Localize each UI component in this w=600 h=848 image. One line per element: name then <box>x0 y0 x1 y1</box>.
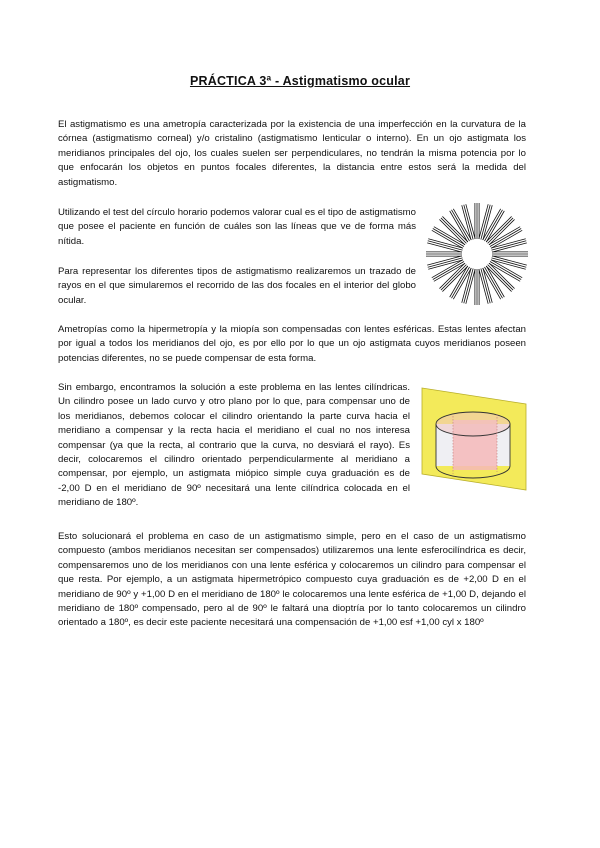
clock-test-paragraph: Utilizando el test del círculo horario podemos valorar cual es el tipo de astigmatismo que posee el paciente en función de cuáles son las líneas que ve de forma más nítida. <box>58 207 416 247</box>
cylinder-top-ellipse <box>436 412 510 436</box>
clock-dial-line <box>492 243 527 252</box>
cylindrical-lens-figure <box>420 386 530 492</box>
clock-dial-line <box>488 218 513 243</box>
clock-dial-line <box>427 256 462 265</box>
clock-dial-line <box>479 204 488 239</box>
cylindrical-lenses-paragraph: Sin embargo, encontramos la solución a este problema en las lentes cilíndricas. Un cilindro posee un lado curvo y otro plano por lo que, para compensar uno de los meridianos, debemos colocar el cilindro orientando la parte curva hacia el meridiano a compensar y la recta hacia el meridiano el cual no nos interesa compensar (ya que la recta, al contrario que la curva, no desviará el rayo). Es decir, colocaremos el cilindro orientado perpendicularmente al meridiano a compensar, por ejemplo, un astigmata miópico simple cuya graduación es de -2,00 D en el meridiano de 90º necesitará una lente cilíndrica colocada en el meridiano de 180º. <box>58 382 410 509</box>
page-title: PRÁCTICA 3ª - Astigmatismo ocular <box>189 74 411 88</box>
clock-dial-line <box>479 269 488 304</box>
clock-dial-line <box>441 218 466 243</box>
intro-paragraph: El astigmatismo es una ametropía caracterizada por la existencia de una imperfección en la curvatura de la córnea (astigmatismo corneal) y/o cristalino (astigmatismo lenticular o interno). En un ojo astigmata los meridianos principales del ojo, los cuales suelen ser perpendiculares, no tendrán la misma potencia por lo que enfocarán los objetos en puntos focales diferentes, la distancia entre estos será la medida del astigmatismo. <box>58 119 526 188</box>
clock-dial-line <box>488 265 513 290</box>
clock-dial-line <box>492 256 527 265</box>
spherical-lenses-paragraph: Ametropías como la hipermetropía y la miopía son compensadas con lentes esféricas. Estas lentes afectan por igual a todos los meridianos del ojo, es por ello por lo que un ojo astigmata cuyos meridianos poseen potencias diferentes, no se puede compensar de esta forma. <box>58 324 526 364</box>
ray-tracing-paragraph: Para representar los diferentes tipos de astigmatismo realizaremos un trazado de rayos en el que simularemos el recorrido de las dos focales en el interior del globo ocular. <box>58 266 416 306</box>
clock-dial-line <box>466 204 475 239</box>
clock-dial-line <box>427 243 462 252</box>
astigmatism-clock-dial-figure <box>424 201 530 307</box>
clock-dial-line <box>441 265 466 290</box>
compound-astigmatism-paragraph: Esto solucionará el problema en caso de un astigmatismo simple, pero en el caso de un astigmatismo compuesto (ambos meridianos necesitan ser compensados) utilizaremos una lente esferocilíndrica es decir, compensaremos uno de los meridianos con una lente esférica y colocaremos un cilindro para compensar el que resta. Por ejemplo, a un astigmata hipermetrópico compuesto cuya graduación es de +2,00 D en el meridiano de 90º y +1,00 D en el meridiano de 180º le colocaremos una lente esférica de +1,00 D, dejando el meridiano de 180º compensado, pero al de 90º le faltará una dioptría por lo tanto colocaremos un cilindro orientado a 180º, es decir este paciente necesitará una compensación de +1,00 esf +1,00 cyl x 180º <box>58 531 526 629</box>
clock-dial-line <box>466 269 475 304</box>
clock-dial-rays <box>426 203 528 305</box>
